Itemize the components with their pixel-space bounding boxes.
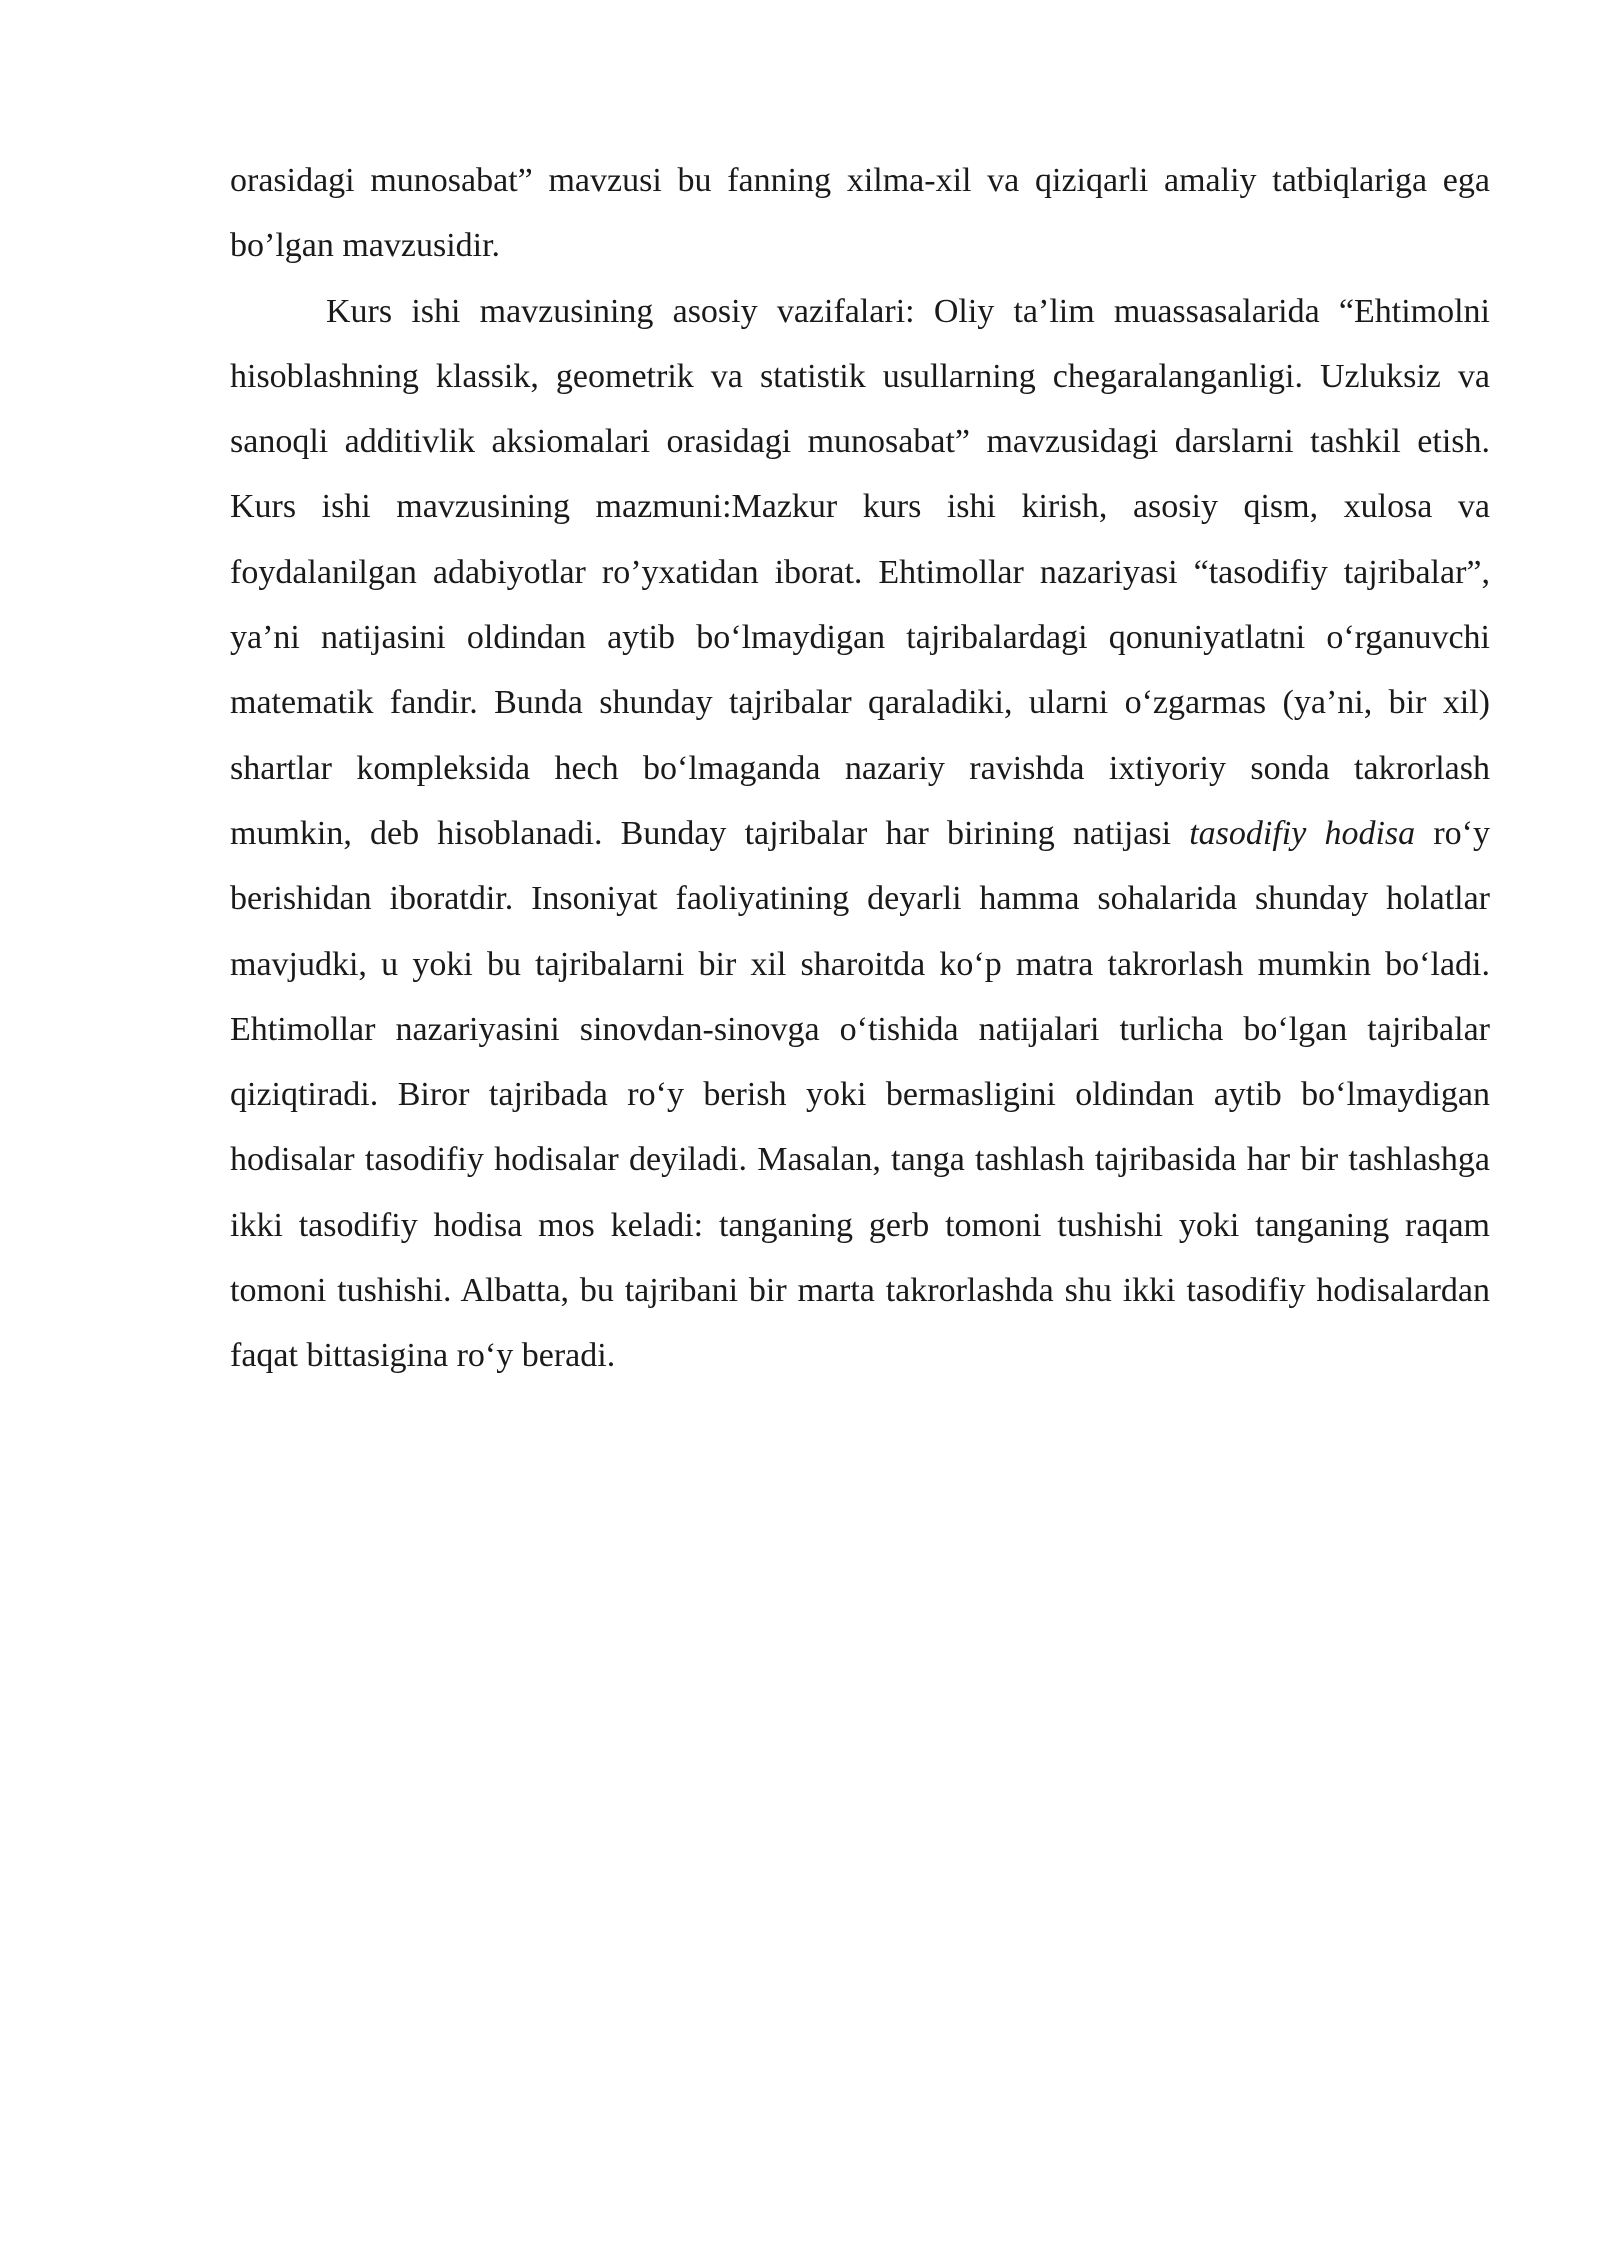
italic-term: tasodifiy hodisa	[1189, 814, 1416, 852]
paragraph-main-text-start: Kurs ishi mavzusining asosiy vazifalari: Oliy ta’lim muassasalarida “Ehtimolni hisoblashning klassik, geometrik va statistik usullarning chegaralanganligi. Uzluksiz va sanoqli additivlik aksiomalari orasidagi munosabat” mavzusidagi darslarni tashkil etish. Kurs ishi mavzusining mazmuni:Mazkur kurs ishi kirish, asosiy qism, xulosa va foydalanilgan adabiyotlar ro’yxatidan iborat. Ehtimollar nazariyasi “tasodifiy tajribalar”, ya’ni natijasini oldindan aytib bo‘lmaydigan tajribalardagi qonuniyatlatni o‘rganuvchi matematik fandir. Bunda shunday tajribalar qaraladiki, ularni o‘zgarmas (ya’ni, bir xil) shartlar kompleksida hech bo‘lmaganda nazariy ravishda ixtiyoriy sonda takrorlash mumkin, deb hisoblanadi. Bunday tajribalar har birining natijasi	[230, 292, 1490, 852]
paragraph-continuation: orasidagi munosabat” mavzusi bu fanning xilma-xil va qiziqarli amaliy tatbiqlariga ega bo’lgan mavzusidir.	[230, 162, 1490, 265]
body-text	[230, 148, 1490, 1389]
paragraph-main-text-end: ro‘y berishidan iboratdir. Insoniyat faoliyatining deyarli hamma sohalarida shunday holatlar mavjudki, u yoki bu tajribalarni bir xil sharoitda ko‘p matra takrorlash mumkin bo‘ladi. Ehtimollar nazariyasini sinovdan-sinovga o‘tishida natijalari turlicha bo‘lgan tajribalar qiziqtiradi. Biror tajribada ro‘y berish yoki bermasligini oldindan aytib bo‘lmaydigan hodisalar tasodifiy hodisalar deyiladi. Masalan, tanga tashlash tajribasida har bir tashlashga ikki tasodifiy hodisa mos keladi: tanganing gerb tomoni tushishi yoki tanganing raqam tomoni tushishi. Albatta, bu tajribani bir marta takrorlashda shu ikki tasodifiy hodisalardan faqat bittasigina ro‘y beradi.	[230, 814, 1490, 1375]
paragraph-main	[230, 279, 1490, 1389]
